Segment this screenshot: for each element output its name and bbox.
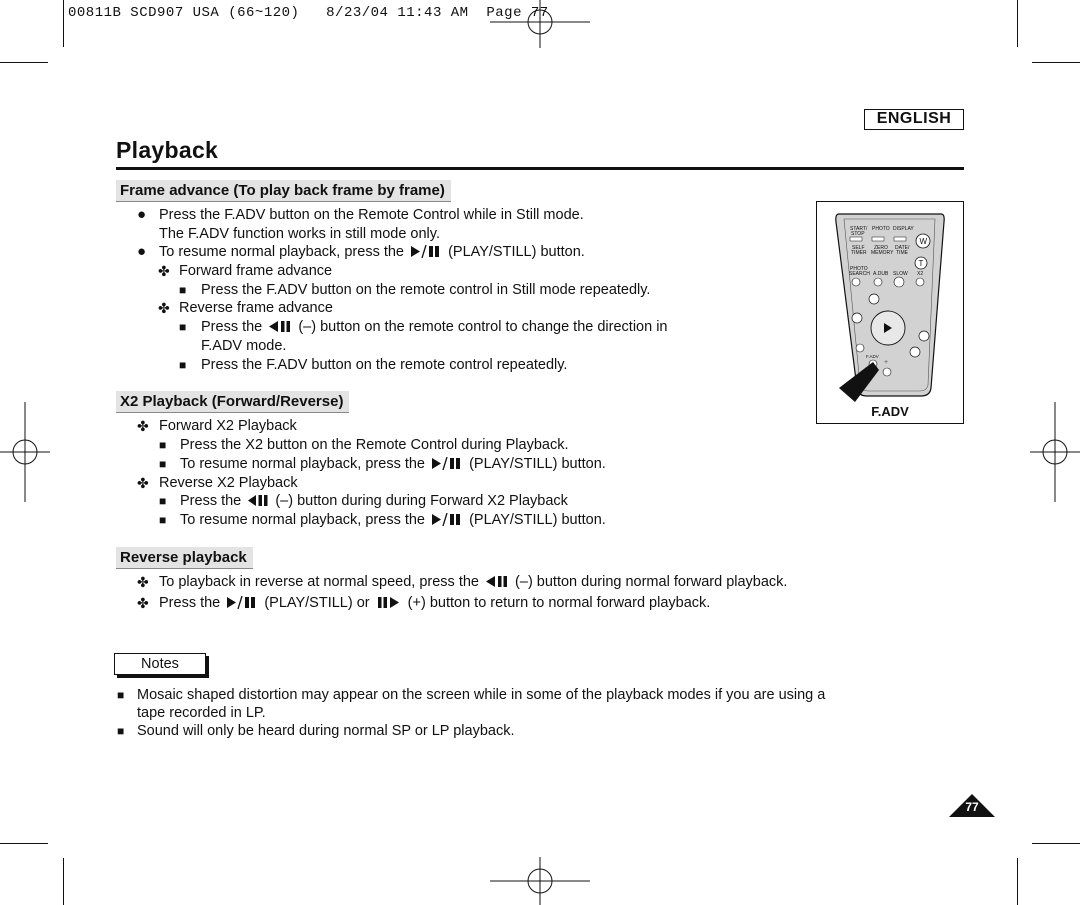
crop-mark [0, 62, 48, 63]
key-label-start-stop: START/ STOP [850, 226, 868, 237]
text: (PLAY/STILL) or [264, 595, 370, 611]
registration-mark-top [490, 0, 590, 50]
frame-advance-bullet-1-note: The F.ADV function works in still mode only. [159, 226, 440, 242]
reverse-step-icon [485, 575, 509, 588]
square-bullet-icon: ■ [179, 283, 187, 297]
square-bullet-icon: ■ [159, 494, 167, 508]
key-label-zero-memory: ZERO MEMORY [871, 245, 894, 256]
crop-mark [1032, 843, 1080, 844]
key-label-photo-search: PHOTO SEARCH [849, 266, 870, 277]
text: (PLAY/STILL) button. [469, 456, 606, 472]
text: Press the [201, 319, 263, 335]
text: (PLAY/STILL) button. [448, 244, 585, 260]
language-label: ENGLISH [864, 109, 964, 130]
text: (–) button on the remote control to change the direction in [298, 319, 668, 335]
play-still-icon [226, 596, 258, 609]
reverse-step-icon [247, 494, 269, 507]
reverse-playback-item-1 [159, 573, 787, 591]
registration-mark-left [0, 402, 50, 502]
text: To resume normal playback, press the [180, 512, 425, 528]
reverse-frame-advance-item-1 [201, 318, 667, 336]
forward-x2-item-1: Press the X2 button on the Remote Control during Playback. [180, 437, 569, 453]
section-heading-x2-playback: X2 Playback (Forward/Reverse) [116, 391, 349, 413]
frame-advance-bullet-1: Press the F.ADV button on the Remote Control while in Still mode. [159, 207, 584, 223]
crop-mark [63, 0, 64, 47]
text: To resume normal playback, press the [159, 244, 404, 260]
cross-bullet-icon: ✤ [137, 595, 149, 611]
registration-mark-bottom [490, 855, 590, 905]
key-label-fadv-small: F.ADV [866, 354, 879, 359]
reverse-playback-item-2 [159, 594, 710, 612]
crop-mark [63, 858, 64, 905]
page-number-badge [949, 794, 995, 817]
crop-mark [1032, 62, 1080, 63]
square-bullet-icon: ■ [117, 724, 125, 738]
key-label-photo: PHOTO [872, 226, 890, 232]
page-title: Playback [116, 137, 219, 163]
key-label-slow: SLOW [893, 271, 908, 277]
cross-bullet-icon: ✤ [137, 574, 149, 590]
note-1-cont: tape recorded in LP. [137, 705, 266, 721]
forward-x2-title: Forward X2 Playback [159, 418, 297, 434]
key-label-display: DISPLAY [893, 226, 914, 232]
square-bullet-icon: ■ [159, 438, 167, 452]
reverse-step-icon [268, 320, 292, 333]
text: (+) button to return to normal forward playback. [407, 595, 711, 611]
square-bullet-icon: ■ [159, 457, 167, 471]
square-bullet-icon: ■ [159, 513, 167, 527]
forward-x2-item-2 [180, 455, 606, 473]
forward-step-icon [376, 596, 402, 609]
key-label-t: T [918, 259, 924, 268]
forward-frame-advance-item: Press the F.ADV button on the remote control in Still mode repeatedly. [201, 282, 651, 298]
key-label-x2: X2 [917, 271, 924, 277]
text: To resume normal playback, press the [180, 456, 425, 472]
title-rule [116, 167, 964, 170]
text: (–) button during during Forward X2 Playback [275, 493, 568, 509]
bullet-dot-icon: ● [137, 206, 147, 223]
text: Press the [180, 493, 242, 509]
text: (PLAY/STILL) button. [469, 512, 606, 528]
cross-bullet-icon: ✤ [137, 475, 149, 491]
reverse-frame-advance-item-1-cont: F.ADV mode. [201, 338, 287, 354]
page-number: 77 [965, 800, 979, 814]
remote-illustration [816, 201, 964, 424]
square-bullet-icon: ■ [179, 358, 187, 372]
print-header: 00811B SCD907 USA (66~120) 8/23/04 11:43 AM Page 77 [68, 5, 549, 21]
key-label-self-timer: SELF TIMER [851, 245, 867, 256]
cross-bullet-icon: ✤ [137, 418, 149, 434]
square-bullet-icon: ■ [179, 320, 187, 334]
note-1: Mosaic shaped distortion may appear on the screen while in some of the playback modes if you are using a [137, 687, 826, 703]
bullet-dot-icon: ● [137, 243, 147, 260]
svg-text:+: + [884, 359, 889, 366]
reverse-frame-advance-title: Reverse frame advance [179, 300, 333, 316]
section-heading-reverse-playback: Reverse playback [116, 547, 253, 569]
reverse-x2-item-1 [180, 492, 568, 510]
remote-control-drawing [817, 202, 963, 402]
text: (–) button during normal forward playback. [515, 574, 788, 590]
crop-mark [1017, 0, 1018, 47]
play-still-icon [431, 513, 463, 526]
frame-advance-bullet-2 [159, 243, 585, 261]
section-heading-frame-advance: Frame advance (To play back frame by frame) [116, 180, 451, 202]
reverse-frame-advance-item-2: Press the F.ADV button on the remote control repeatedly. [201, 357, 568, 373]
text: Press the [159, 595, 221, 611]
text: To playback in reverse at normal speed, press the [159, 574, 479, 590]
forward-frame-advance-title: Forward frame advance [179, 263, 333, 279]
reverse-x2-title: Reverse X2 Playback [159, 475, 298, 491]
registration-mark-right [1030, 402, 1080, 502]
crop-mark [1017, 858, 1018, 905]
notes-tab: Notes [114, 653, 206, 675]
note-2: Sound will only be heard during normal SP or LP playback. [137, 723, 515, 739]
play-still-icon [410, 245, 442, 258]
cross-bullet-icon: ✤ [158, 300, 170, 316]
cross-bullet-icon: ✤ [158, 263, 170, 279]
key-label-w: W [919, 237, 928, 246]
remote-caption: F.ADV [871, 404, 909, 419]
reverse-x2-item-2 [180, 511, 606, 529]
play-still-icon [431, 457, 463, 470]
key-label-a-dub: A.DUB [873, 271, 889, 277]
square-bullet-icon: ■ [117, 688, 125, 702]
key-label-date-time: DATE/ TIME [895, 245, 910, 256]
crop-mark [0, 843, 48, 844]
